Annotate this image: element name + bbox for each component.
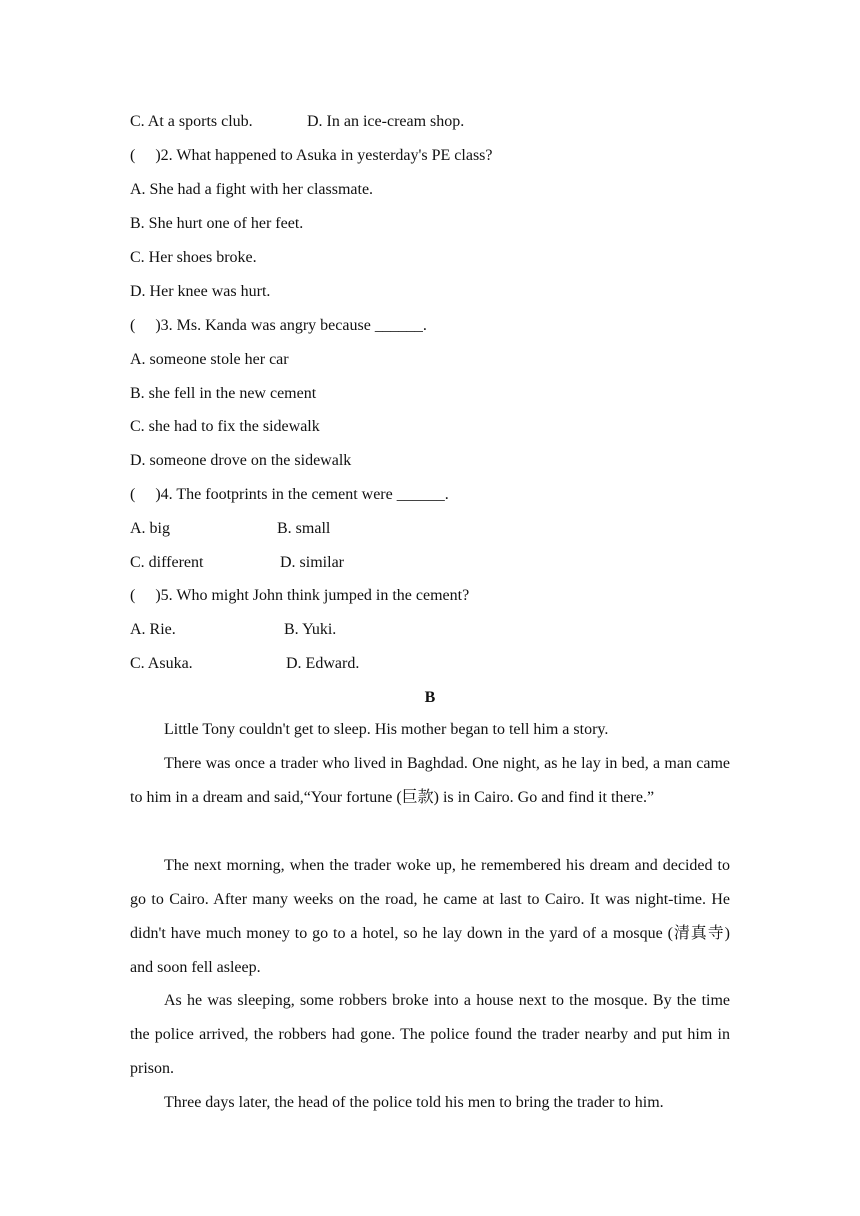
passage-paragraph-3: The next morning, when the trader woke up, he remembered his dream and decided to go to Cairo. After many weeks on the road, he came at last to Cairo. It was night-time. He didn't have much money to go to a hotel, so he lay down in the yard of a mosque (清真寺) and soon fell asleep. bbox=[130, 857, 730, 976]
section-b-heading: B bbox=[424, 689, 436, 706]
q4-option-c: C. different bbox=[130, 554, 204, 571]
q3-option-b: B. she fell in the new cement bbox=[130, 385, 317, 402]
q2-option-b: B. She hurt one of her feet. bbox=[130, 215, 304, 232]
q2-option-c: C. Her shoes broke. bbox=[130, 249, 257, 266]
passage-paragraph-2: There was once a trader who lived in Baghdad. One night, as he lay in bed, a man came to him in a dream and said,“Your fortune (巨款) is in Cairo. Go and find it there.” bbox=[130, 755, 730, 806]
q2-option-a: A. She had a fight with her classmate. bbox=[130, 181, 374, 198]
q4-option-b: B. small bbox=[277, 520, 331, 537]
q1-option-d: D. In an ice-cream shop. bbox=[307, 113, 465, 130]
q5-option-d: D. Edward. bbox=[286, 655, 360, 672]
passage-paragraph-1: Little Tony couldn't get to sleep. His mother began to tell him a story. bbox=[164, 721, 609, 738]
passage-paragraph-4: As he was sleeping, some robbers broke into a house next to the mosque. By the time the police arrived, the robbers had gone. The police found the trader nearby and put him in prison. bbox=[130, 992, 730, 1077]
q2-option-d: D. Her knee was hurt. bbox=[130, 283, 271, 300]
q5-option-c: C. Asuka. bbox=[130, 655, 193, 672]
q3-option-d: D. someone drove on the sidewalk bbox=[130, 452, 352, 469]
q4-stem: ( )4. The footprints in the cement were ______. bbox=[130, 486, 449, 503]
q1-option-c: C. At a sports club. bbox=[130, 113, 253, 130]
passage-paragraph-5: Three days later, the head of the police told his men to bring the trader to him. bbox=[164, 1094, 664, 1111]
q2-stem: ( )2. What happened to Asuka in yesterday's PE class? bbox=[130, 147, 493, 164]
q5-option-a: A. Rie. bbox=[130, 621, 176, 638]
q3-stem: ( )3. Ms. Kanda was angry because ______. bbox=[130, 317, 427, 334]
q3-option-c: C. she had to fix the sidewalk bbox=[130, 418, 320, 435]
q4-option-a: A. big bbox=[130, 520, 170, 537]
q5-stem: ( )5. Who might John think jumped in the cement? bbox=[130, 587, 470, 604]
q5-option-b: B. Yuki. bbox=[284, 621, 337, 638]
q4-option-d: D. similar bbox=[280, 554, 344, 571]
q3-option-a: A. someone stole her car bbox=[130, 351, 289, 368]
